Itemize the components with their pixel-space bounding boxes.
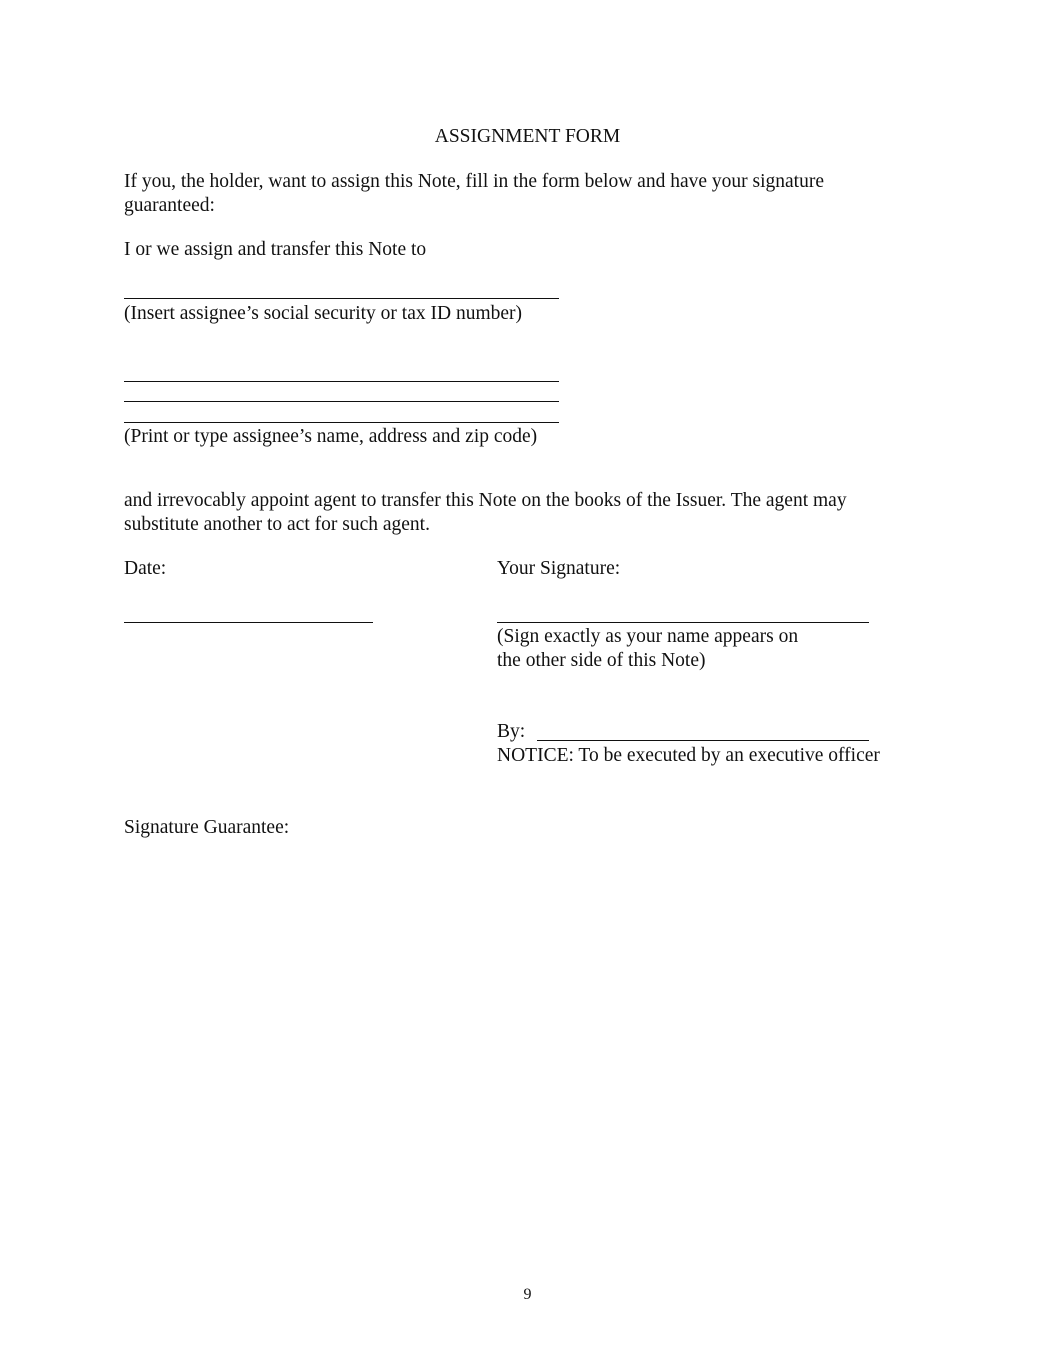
form-title: ASSIGNMENT FORM <box>434 126 621 147</box>
signature-note-line-2: the other side of this Note) <box>497 650 706 671</box>
notice-text: NOTICE: To be executed by an executive officer <box>497 745 880 766</box>
signature-label: Your Signature: <box>497 558 621 579</box>
signature-note-line-1: (Sign exactly as your name appears on <box>497 626 799 647</box>
date-label: Date: <box>124 558 167 579</box>
page-number: 9 <box>523 1286 532 1303</box>
intro-line-1: If you, the holder, want to assign this Note, fill in the form below and have your signature <box>124 171 824 192</box>
intro-line-2: guaranteed: <box>124 195 215 216</box>
signature-field-line[interactable] <box>497 622 869 623</box>
appoint-line-1: and irrevocably appoint agent to transfer this Note on the books of the Issuer. The agent may <box>124 490 847 511</box>
address-field-line-2[interactable] <box>124 401 559 402</box>
appoint-line-2: substitute another to act for such agent. <box>124 514 430 535</box>
signature-guarantee-label: Signature Guarantee: <box>124 817 290 838</box>
by-label: By: <box>497 721 526 742</box>
address-caption: (Print or type assignee’s name, address and zip code) <box>124 426 538 447</box>
address-field-line-1[interactable] <box>124 381 559 382</box>
date-field-line[interactable] <box>124 622 373 623</box>
by-field-line[interactable] <box>537 740 869 741</box>
ssn-field-line[interactable] <box>124 298 559 299</box>
assign-statement: I or we assign and transfer this Note to <box>124 239 427 260</box>
address-field-line-3[interactable] <box>124 422 559 423</box>
ssn-caption: (Insert assignee’s social security or tax ID number) <box>124 303 522 324</box>
